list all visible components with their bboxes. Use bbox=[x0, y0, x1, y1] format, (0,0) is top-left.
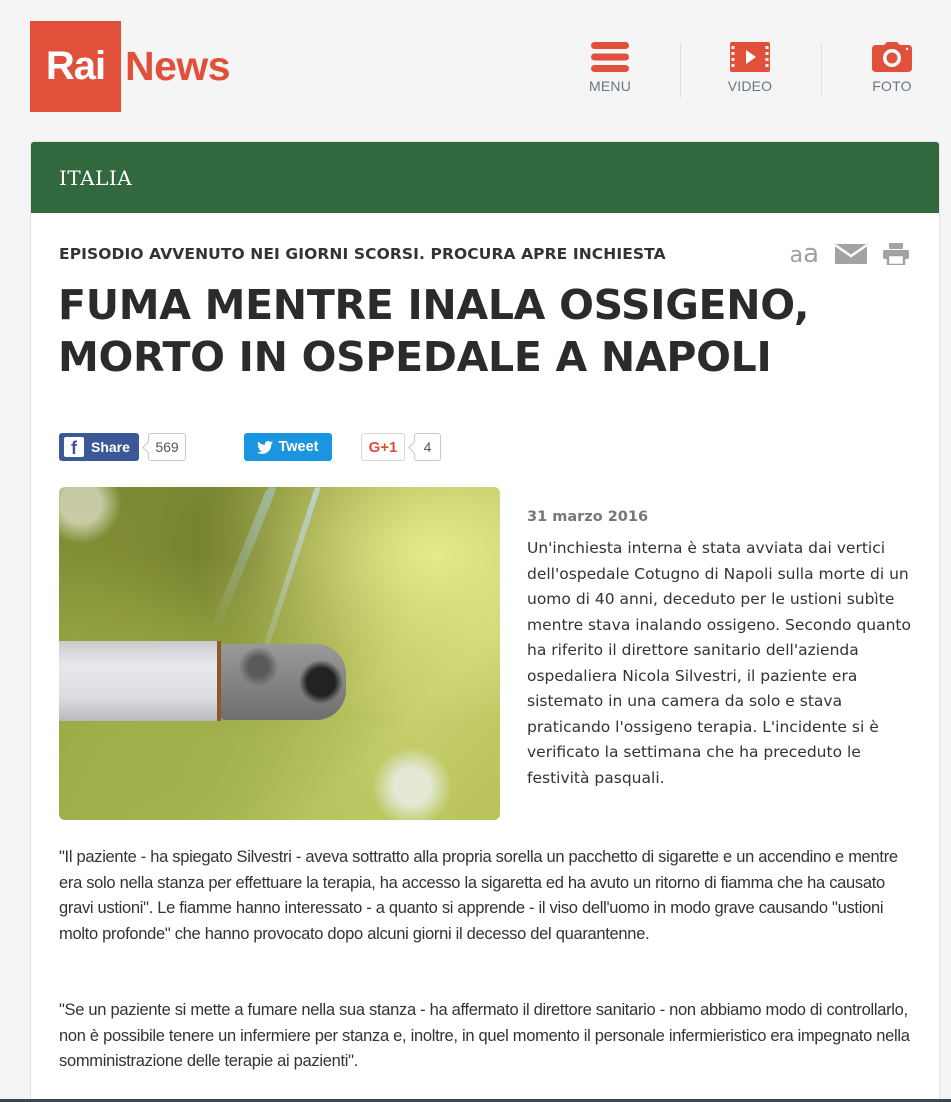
google-plus-count: 4 bbox=[414, 433, 441, 461]
article-card bbox=[30, 141, 940, 1102]
menu-button[interactable] bbox=[560, 42, 660, 94]
google-plus-label: G+1 bbox=[368, 438, 398, 456]
logo-rai-text: Rai bbox=[45, 44, 106, 88]
photo-smoke bbox=[211, 487, 278, 627]
article-tools bbox=[790, 241, 909, 267]
nav-divider bbox=[821, 43, 822, 98]
google-plus-button[interactable] bbox=[361, 433, 405, 461]
logo-box bbox=[30, 21, 121, 112]
photo-ash bbox=[221, 644, 346, 720]
video-button[interactable] bbox=[700, 42, 800, 94]
video-label: VIDEO bbox=[727, 78, 773, 94]
photo-smoke bbox=[263, 487, 321, 647]
article-kicker: EPISODIO AVVENUTO NEI GIORNI SCORSI. PROCURA APRE INCHIESTA bbox=[59, 245, 666, 263]
facebook-icon: f bbox=[64, 437, 84, 457]
headline-line-1: FUMA MENTRE INALA OSSIGENO, bbox=[58, 281, 810, 329]
article-date: 31 marzo 2016 bbox=[527, 509, 649, 525]
photo-cigarette bbox=[59, 641, 221, 721]
font-size-button[interactable] bbox=[790, 241, 819, 267]
facebook-share-count: 569 bbox=[148, 433, 186, 461]
twitter-bird-icon bbox=[257, 441, 273, 454]
twitter-tweet-button[interactable] bbox=[244, 433, 332, 461]
video-film-icon bbox=[730, 42, 770, 72]
print-icon[interactable] bbox=[883, 243, 909, 265]
nav-divider bbox=[680, 43, 681, 98]
rainews-logo[interactable] bbox=[30, 21, 230, 112]
facebook-share-button[interactable] bbox=[59, 433, 139, 461]
article-paragraph: "Se un paziente si mette a fumare nella sua stanza - ha affermato il direttore sanitario - non abbiamo modo di controllarlo, non è possibile tenere un infermiere per stanza e, inoltre, in quel momento il personale infermieristico era impegnato nella somministrazione delle terapie ai pazienti". bbox=[59, 1001, 910, 1070]
foto-button[interactable] bbox=[842, 42, 942, 94]
email-icon[interactable] bbox=[835, 244, 867, 264]
article-paragraph: "Il paziente - ha spiegato Silvestri - aveva sottratto alla propria sorella un pacchetto di sigarette e un accendino e mentre era solo nella stanza per effettuare la terapia, ha accesso la sigaretta ed ha avuto un ritorno di fiamma che ha causato gravi ustioni". Le fiamme hanno interessato - a quanto si apprende - il viso dell'uomo in modo grave causando "ustioni molto profonde" che hanno provocato dopo alcuni giorni il decesso del quarantenne. bbox=[59, 848, 898, 943]
camera-icon bbox=[872, 42, 912, 72]
section-title: ITALIA bbox=[59, 165, 133, 190]
twitter-tweet-label: Tweet bbox=[278, 439, 319, 455]
article-lead: Un'inchiesta interna è stata avviata dai vertici dell'ospedale Cotugno di Napoli sulla morte di un uomo di 40 anni, deceduto per le ustioni subìte mentre stava inalando ossigeno. Secondo quanto ha riferito il direttore sanitario dell'azienda ospedaliera Nicola Silvestri, il paziente era sistemato in una camera da solo e stava praticando l'ossigeno terapia. L'incidente si è verificato la settimana che ha preceduto le festività pasquali. bbox=[527, 539, 911, 787]
section-bar[interactable] bbox=[31, 142, 939, 213]
headline-line-2: MORTO IN OSPEDALE A NAPOLI bbox=[58, 333, 772, 381]
logo-news-text: News bbox=[125, 43, 231, 89]
hamburger-menu-icon bbox=[591, 42, 629, 72]
foto-label: FOTO bbox=[872, 78, 912, 94]
article-headline bbox=[58, 279, 918, 383]
site-header bbox=[0, 0, 951, 140]
article-photo-cigarette[interactable] bbox=[59, 487, 500, 820]
menu-label: MENU bbox=[588, 78, 632, 94]
font-size-icon: aa bbox=[789, 239, 819, 269]
facebook-share-label: Share bbox=[91, 439, 130, 455]
